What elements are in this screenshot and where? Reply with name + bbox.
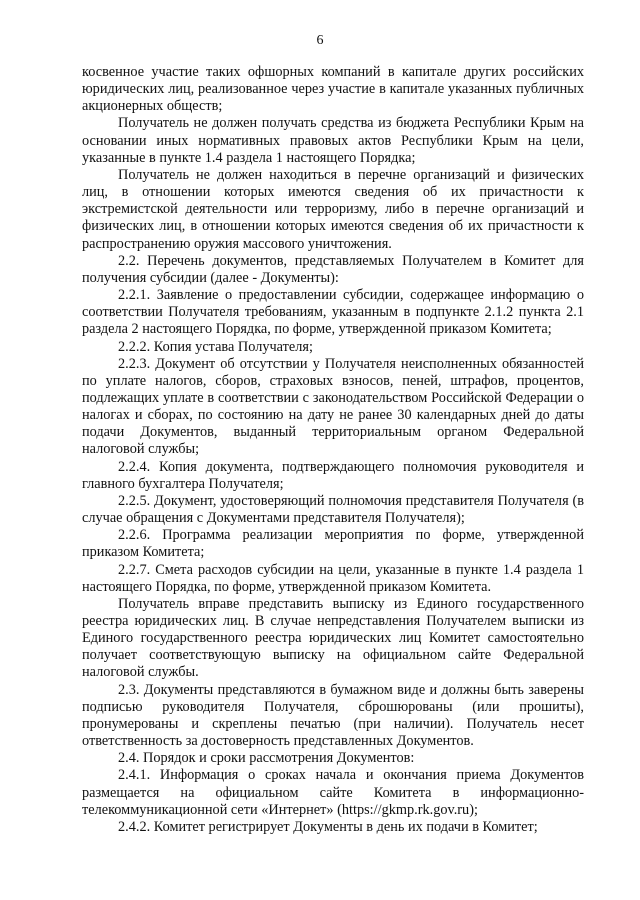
paragraph-2-2-7: 2.2.7. Смета расходов субсидии на цели, указанные в пункте 1.4 раздела 1 настоящего Порядка, по форме, утвержденной приказом Комитета. [82, 561, 584, 595]
paragraph-2-4: 2.4. Порядок и сроки рассмотрения Документов: [118, 750, 415, 767]
page-number: 6 [316, 33, 324, 48]
paragraph-2-2-5: 2.2.5. Документ, удостоверяющий полномочия представителя Получателя (в случае обращения с Документами представителя Получателя); [82, 492, 584, 527]
paragraph-extremism-list: Получатель не должен находиться в перечне организаций и физических лиц, в отношении которых имеются сведения об их причастности к экстремистской деятельности или терроризму, либо в перечне организаций и физических лиц, в отношении которых имеются сведения об их причастности к распространению оружия массового уничтожения. [82, 166, 584, 252]
paragraph-2-2-4: 2.2.4. Копия документа, подтверждающего полномочия руководителя и главного бухгалтера Получателя; [82, 458, 584, 492]
paragraph-2-4-1: 2.4.1. Информация о сроках начала и окончания приема Документов размещается на официальном сайте Комитета в информационно-телекоммуникационной сети «Интернет» (https://gkmp.rk.gov.ru); [82, 767, 584, 818]
paragraph-2-4-2: 2.4.2. Комитет регистрирует Документы в день их подачи в Комитет; [118, 818, 538, 835]
paragraph-registry-extract: Получатель вправе представить выписку из Единого государственного реестра юридических лиц. В случае непредставления Получателем выписки из Единого государственного реестра юридических лиц Комитет самостоятельно получает соответствующую выписку на официальном сайте Федеральной налоговой службы. [82, 595, 584, 681]
paragraph-2-2: 2.2. Перечень документов, представляемых Получателем в Комитет для получения субсидии (далее - Документы): [82, 252, 584, 286]
paragraph-budget-restriction: Получатель не должен получать средства из бюджета Республики Крым на основании иных нормативных правовых актов Республики Крым на цели, указанные в пункте 1.4 раздела 1 настоящего Порядка; [82, 115, 584, 166]
paragraph-2-3: 2.3. Документы представляются в бумажном виде и должны быть заверены подписью руководителя Получателя, сброшюрованы (или прошиты), пронумерованы и скреплены печатью (при наличии). Получатель несет ответственность за достоверность представленных Документов. [82, 681, 584, 750]
paragraph-offshore-participation: косвенное участие таких офшорных компаний в капитале других российских юридических лиц, реализованное через участие в капитале указанных публичных акционерных обществ; [82, 64, 584, 115]
paragraph-2-2-6: 2.2.6. Программа реализации мероприятия по форме, утвержденной приказом Комитета; [82, 527, 584, 561]
document-body [82, 64, 584, 836]
paragraph-2-2-2: 2.2.2. Копия устава Получателя; [118, 338, 313, 355]
paragraph-2-2-3: 2.2.3. Документ об отсутствии у Получателя неисполненных обязанностей по уплате налогов, сборов, страховых взносов, пеней, штрафов, процентов, подлежащих уплате в соответствии с законодательством Российской Федерации о налогах и сборах, по состоянию на дату не ранее 30 календарных дней до даты подачи Документов, выданный территориальным органом Федеральной налоговой службы; [82, 355, 584, 458]
paragraph-2-2-1: 2.2.1. Заявление о предоставлении субсидии, содержащее информацию о соответствии Получателя требованиям, указанным в подпункте 2.1.2 пункта 2.1 раздела 2 настоящего Порядка, по форме, утвержденной приказом Комитета; [82, 287, 584, 338]
